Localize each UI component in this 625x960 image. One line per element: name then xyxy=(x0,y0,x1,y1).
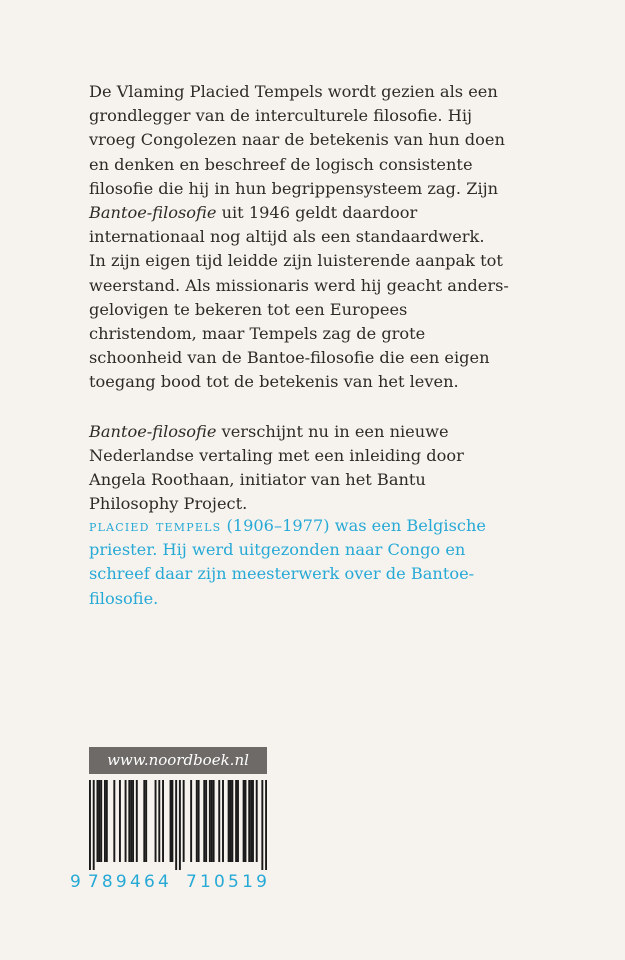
barcode-bar xyxy=(196,780,198,862)
barcode-bar xyxy=(222,780,224,862)
barcode-bar xyxy=(119,780,121,862)
barcode-bar xyxy=(143,780,145,862)
barcode-bar xyxy=(132,780,134,862)
barcode-bar xyxy=(230,780,232,862)
barcode-bar xyxy=(231,780,233,862)
blurb-p1-end: uit 1946 geldt daardoor internationaal nog altijd als een standaardwerk. xyxy=(89,203,485,247)
barcode-bar xyxy=(237,780,239,862)
barcode-bar xyxy=(128,780,130,862)
author-name: placied tempels xyxy=(89,516,222,535)
blurb-paragraph-1 xyxy=(89,80,509,249)
barcode-bar xyxy=(136,780,138,862)
barcode-bar xyxy=(218,780,220,862)
barcode-bar xyxy=(98,780,100,862)
blurb-text xyxy=(89,80,509,516)
author-bio xyxy=(89,514,529,611)
barcode-bar xyxy=(183,780,185,862)
barcode-guard-bar xyxy=(265,780,267,870)
barcode-bar xyxy=(205,780,207,862)
barcode-guard-bar xyxy=(175,780,177,870)
barcode-guard-bar xyxy=(89,780,91,870)
author-bio-paragraph xyxy=(89,514,529,611)
barcode-bar xyxy=(104,780,106,862)
barcode-guard-bar xyxy=(261,780,263,870)
barcode-bar xyxy=(256,780,258,862)
barcode-bar xyxy=(235,780,237,862)
isbn-group-2: 710519 xyxy=(186,872,271,892)
barcode-bar xyxy=(170,780,172,862)
barcode-bar xyxy=(113,780,115,862)
barcode-bar xyxy=(158,780,160,862)
barcode-bar xyxy=(96,780,98,862)
barcode-bar xyxy=(248,780,250,862)
barcode-bar xyxy=(203,780,205,862)
barcode-bar xyxy=(209,780,211,862)
barcode-bar xyxy=(213,780,215,862)
barcode-bar xyxy=(211,780,213,862)
isbn-digits xyxy=(87,872,271,892)
blurb-paragraph-2: In zijn eigen tijd leidde zijn luisterende aanpak tot weerstand. Als missionaris werd hij geacht andersgelovigen te bekeren tot een Europees christendom, maar Tempels zag de grote schoonheid van de Bantoe-filosofie die een eigen toegang bood tot de betekenis van het leven. xyxy=(89,251,509,392)
barcode-bar xyxy=(243,780,245,862)
isbn-barcode xyxy=(89,780,267,870)
barcode-guard-bar xyxy=(93,780,95,870)
isbn-group-1: 789464 xyxy=(87,872,172,892)
isbn-lead-digit: 9 xyxy=(70,872,81,892)
book-title-italic: Bantoe-filosofie xyxy=(89,203,217,223)
barcode-bar xyxy=(190,780,192,862)
blurb-p3-rest: verschijnt nu in een nieuwe Nederlandse vertaling met een inleiding door Angela Roothaan, initiator van het Bantu Philosophy Project. xyxy=(89,421,464,514)
publisher-website: www.noordboek.nl xyxy=(89,747,267,774)
barcode-bar xyxy=(162,780,164,862)
barcode-bar xyxy=(130,780,132,862)
barcode-bar xyxy=(228,780,230,862)
author-bio-text: (1906–1977) was een Belgische priester. Hij werd uitgezonden naar Congo en schreef daar zijn meesterwerk over de Bantoe-filosofie. xyxy=(89,516,486,608)
barcode-bar xyxy=(250,780,252,862)
book-title-italic-2: Bantoe-filosofie xyxy=(89,421,217,441)
barcode-bar xyxy=(155,780,157,862)
barcode-bar xyxy=(252,780,254,862)
barcode-bar xyxy=(171,780,173,862)
barcode-bar xyxy=(106,780,108,862)
barcode-bar xyxy=(125,780,127,862)
barcode-bar xyxy=(245,780,247,862)
blurb-p1-start: De Vlaming Placied Tempels wordt gezien als een grondlegger van de interculturele filosofie. Hij vroeg Congolezen naar de betekenis van hun doen en denken en beschreef de logisch consistente filosofie die hij in hun begrippensysteem zag. Zijn xyxy=(89,82,505,198)
blurb-paragraph-3 xyxy=(89,420,509,517)
barcode-bar xyxy=(100,780,102,862)
barcode-bar xyxy=(145,780,147,862)
barcode-bar xyxy=(198,780,200,862)
barcode-guard-bar xyxy=(179,780,181,870)
